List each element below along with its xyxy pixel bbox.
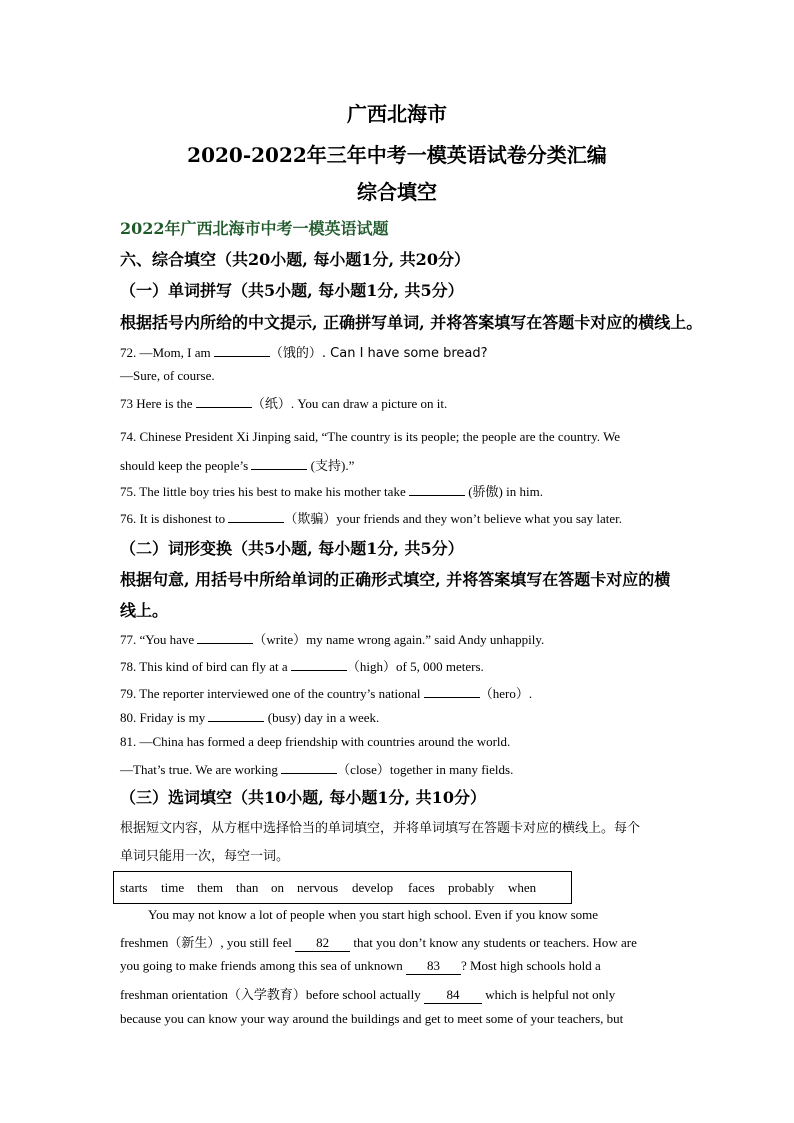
q78-blank[interactable] xyxy=(291,670,347,671)
question-78 xyxy=(120,656,484,675)
question-74-line2 xyxy=(120,455,354,474)
question-80 xyxy=(120,710,379,726)
section2-heading: （二）词形变换（共5小题, 每小题1分, 共5分） xyxy=(120,539,464,558)
question-81-line2 xyxy=(120,759,513,778)
exam-title: 2022年广西北海市中考一模英语试题 xyxy=(120,219,389,238)
q80-blank[interactable] xyxy=(208,721,264,722)
q78-text-before: 78. This kind of bird can fly at a xyxy=(120,659,291,674)
q80-text-before: 80. Friday is my xyxy=(120,710,209,725)
word-box-item: develop xyxy=(352,880,394,895)
q76-text-after: （欺骗）your friends and they won’t believe what you say later. xyxy=(284,511,623,526)
blank-82[interactable]: 82 xyxy=(295,935,350,952)
question-75 xyxy=(120,481,543,500)
q72-blank[interactable] xyxy=(214,356,270,357)
passage-line3 xyxy=(120,958,601,975)
q79-blank[interactable] xyxy=(424,697,480,698)
blank-83[interactable]: 83 xyxy=(406,958,461,975)
q73-blank[interactable] xyxy=(196,407,252,408)
q75-blank[interactable] xyxy=(409,495,465,496)
q75-text-before: 75. The little boy tries his best to make his mother take xyxy=(120,484,409,499)
blank-84[interactable]: 84 xyxy=(424,987,482,1004)
q72-text-after: （饿的）. Can I have some bread? xyxy=(269,346,488,361)
q81-text-after: （close）together in many fields. xyxy=(337,762,514,777)
passage-text: which is helpful not only xyxy=(481,987,616,1002)
part-heading: 六、综合填空（共20小题, 每小题1分, 共20分） xyxy=(120,250,470,269)
word-box-item: than xyxy=(236,880,259,895)
section3-instruction-line1: 根据短文内容，从方框中选择恰当的单词填空，并将单词填写在答题卡对应的横线上。每个 xyxy=(120,821,641,836)
passage-line2 xyxy=(120,932,637,952)
passage-line5: because you can know your way around the buildings and get to meet some of your teachers, but xyxy=(120,1011,624,1026)
q81-blank[interactable] xyxy=(281,773,337,774)
question-73 xyxy=(120,393,447,412)
header-topic: 综合填空 xyxy=(357,180,437,204)
q72-reply: —Sure, of course. xyxy=(120,368,215,383)
q80-text-after: (busy) day in a week. xyxy=(264,710,380,725)
q75-text-after: (骄傲) in him. xyxy=(464,484,543,499)
word-box-item: time xyxy=(161,880,185,895)
word-box-item: when xyxy=(508,880,537,895)
q78-text-after: （high）of 5, 000 meters. xyxy=(346,659,484,674)
section2-instruction-line1: 根据句意, 用括号中所给单词的正确形式填空, 并将答案填写在答题卡对应的横 xyxy=(120,570,671,589)
q73-text-after: （纸）. You can draw a picture on it. xyxy=(251,396,448,411)
word-box-item: starts xyxy=(120,880,148,895)
q81-text-before: —That’s true. We are working xyxy=(120,762,282,777)
passage-text: you going to make friends among this sea of unknown xyxy=(120,958,406,973)
header-region: 广西北海市 xyxy=(347,102,447,126)
q79-text-before: 79. The reporter interviewed one of the country’s national xyxy=(120,686,424,701)
question-76 xyxy=(120,508,622,527)
q77-text-after: （write）my name wrong again.” said Andy unhappily. xyxy=(253,632,545,647)
header-title: 2020-2022年三年中考一模英语试卷分类汇编 xyxy=(187,143,607,167)
word-box-item: faces xyxy=(408,880,435,895)
section3-heading: （三）选词填空（共10小题, 每小题1分, 共10分） xyxy=(120,788,486,807)
q77-text-before: 77. “You have xyxy=(120,632,198,647)
q79-text-after: （hero）. xyxy=(479,686,533,701)
q72-text-before: 72. —Mom, I am xyxy=(120,345,214,360)
question-74-line1: 74. Chinese President Xi Jinping said, “The country is its people; the people are the country. We xyxy=(120,429,621,444)
question-72 xyxy=(120,342,488,361)
word-box-item: on xyxy=(271,880,284,895)
question-81-line1: 81. —China has formed a deep friendship with countries around the world. xyxy=(120,734,511,749)
passage-line4 xyxy=(120,984,615,1004)
passage-line1: You may not know a lot of people when you start high school. Even if you know some xyxy=(148,907,599,922)
q76-text-before: 76. It is dishonest to xyxy=(120,511,229,526)
question-77 xyxy=(120,629,544,648)
section2-instruction-line2: 线上。 xyxy=(120,601,169,620)
section1-instruction: 根据括号内所给的中文提示, 正确拼写单词, 并将答案填写在答题卡对应的横线上。 xyxy=(120,313,703,332)
q74-text-before: should keep the people’s xyxy=(120,458,252,473)
q74-text-after: (支持).” xyxy=(307,458,355,473)
word-box-item: nervous xyxy=(297,880,339,895)
passage-text: ? Most high schools hold a xyxy=(460,958,601,973)
word-box xyxy=(113,871,572,904)
q77-blank[interactable] xyxy=(197,643,253,644)
q74-blank[interactable] xyxy=(251,469,307,470)
word-box-item: them xyxy=(197,880,223,895)
word-box-item: probably xyxy=(448,880,495,895)
passage-text: freshmen（新生）, you still feel xyxy=(120,935,296,950)
q76-blank[interactable] xyxy=(228,522,284,523)
passage-text: freshman orientation（入学教育）before school actually xyxy=(120,987,424,1002)
section3-instruction-line2: 单词只能用一次，每空一词。 xyxy=(120,849,290,864)
q73-text-before: 73 Here is the xyxy=(120,396,196,411)
passage-text: that you don’t know any students or teachers. How are xyxy=(350,935,637,950)
question-79 xyxy=(120,683,532,702)
section1-heading: （一）单词拼写（共5小题, 每小题1分, 共5分） xyxy=(120,281,464,300)
